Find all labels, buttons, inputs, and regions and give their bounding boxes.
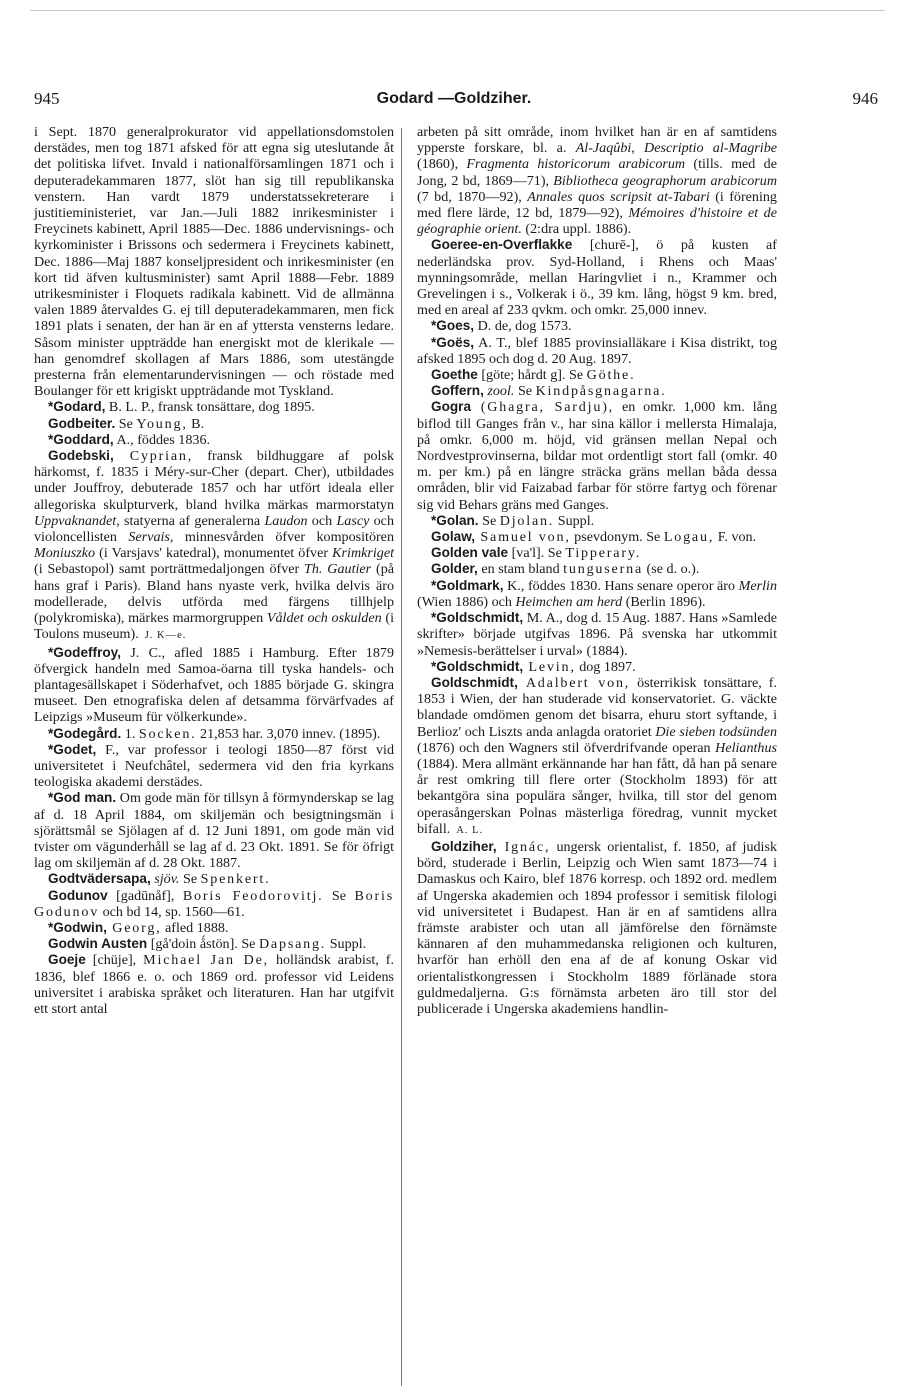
entry-godunov: Godunov [gadūnåf], Boris Feodorovitj. Se Boris Godunov och bd 14, sp. 1560—61. (34, 887, 394, 920)
author-signature: A. L. (456, 824, 484, 836)
page-number-right: 946 (852, 89, 878, 108)
entry-goethe: Goethe [göte; hårdt g]. Se Göthe. (431, 367, 636, 384)
entry-godwin: *Godwin, Georg, afled 1888. (48, 919, 229, 936)
entry-godbeiter: Godbeiter. Se Young, B. (48, 415, 205, 432)
entry-goeree-en-overflakke: Goeree-en-Overflakke [churē-], ö på kusten af nederländska prov. Syd-Holland, i Rhens och Maas' mynningsområde, mellan Haringvliet i n., Krammer och Grevelingen i s., Volkerak i ö., 39 km. lång, högst 9 km. bred, med en areal af 233 qvkm. och omkr. 25,000 innev. (417, 237, 777, 319)
entry-golder: Golder, en stam bland tunguserna (se d. o.). (431, 561, 700, 578)
entry-golaw: Golaw, Samuel von, psevdonym. Se Logau, F. von. (431, 529, 757, 546)
running-title: Godard —Goldziher. (376, 90, 532, 107)
entry-goldziher: Goldziher, Ignác, ungersk orientalist, f. 1850, af judisk börd, studerade i Berlin, Leipzig och Wien samt 1873—74 i Damaskus och Kairo, blef 1876 korresp. och 1892 ord. medlem af Ungerska akademien och 1894 professor i semitisk filologi vid universitetet i Budapest. Han är en af samtidens allra främste arabister och utan all jämförelse den förnämste kännaren af den muhammedanska religionen och kulturen, hvarför han erhöll den ena af de af konung Oskar vid orientalistkongressen i Stockholm 1889 förlänade stora guldmedaljerna. G:s förnämsta arbeten äro till stor del publicerade i Ungerska akademiens handlin- (417, 838, 777, 1017)
entry-gogra: Gogra (Ghagra, Sardju), en omkr. 1,000 km. lång biflod till Ganges från v., har sina källor i mellersta Himalaja, på omkr. 6,000 m. höjd, vid gränsen mellan Nepal och Nordvestprovinserna, bildar mot ordentligt stort fall (omkr. 40 m. per km.) på en längre sträcka gräns mellan båda dessa områden, blir vid Faizabad farbar för större fartyg och förenar sig vid Behars gräns med Ganges. (417, 399, 777, 513)
entry-godard: *Godard, B. L. P., fransk tonsättare, dog 1895. (48, 399, 315, 416)
page-number-left: 945 (34, 89, 60, 108)
entry-godegard: *Godegård. 1. Socken. 21,853 har. 3,070 innev. (1895). (48, 725, 381, 742)
entry-god-man: *God man. Om gode män för tillsyn å förmynderskap se lag af d. 18 April 1884, om skiljemän och besigtningsmän i sjörättsmål se Sjölagen af d. 12 Juni 1891, om gode män vid tvister om vägunderhåll se lag af d. 23 Okt. 1891. Se för öfrigt lag om skiljemän af d. 28 Okt. 1887. (34, 790, 394, 872)
entry-goes-at: *Goës, A. T., blef 1885 provinsialläkare i Kisa distrikt, tog afsked 1895 och dog d. 20 Aug. 1897. (417, 334, 777, 367)
goeje-continuation: arbeten på sitt område, inom hvilket han är en af samtidens ypperste forskare, bl. a. Al-Jaqûbi, Descriptio al-Magribe (1860), Fragmenta historicorum arabicorum (tills. med de Jong, 2 bd, 1869—71), Bibliotheca geographorum arabicorum (7 bd, 1870—92), Annales quos scripsit at-Tabari (i förening med flere lärde, 12 bd, 1879—92), Mémoires d'histoire et de géographie orient. (2:dra uppl. 1886). (417, 124, 777, 238)
page-top-rule (30, 10, 885, 11)
entry-godet: *Godet, F., var professor i teologi 1850—87 först vid universitetet i Neufchâtel, sedermera vid den fria kyrkans teologiska akademi derstädes. (34, 741, 394, 791)
page-header (30, 88, 878, 112)
entry-godebski: Godebski, Cyprian, fransk bildhuggare af polsk härkomst, f. 1835 i Méry-sur-Cher (depart. Cher), utbildades under Jouffroy, debuterade 1857 och har utfört ideala eller allegoriska skulpturverk, bland hvilka märkas marmorstatyn Uppvaknandet, statyerna af generalerna Laudon och Lascy och violoncellisten Servais, minnesvården öfver kompositören Moniuszko (i Varsjavs' katedral), monumentet öfver Krimkriget (i Sebastopol) samt porträttmedaljongen öfver Th. Gautier (på hans graf i Paris). Bland hans nyaste verk, hvilka delvis äro modellerade, delvis utförda med färgens tillhjelp (polykromiska), märkes marmorgruppen Våldet och oskulden (i Toulons museum). J. K—e. (34, 448, 395, 643)
entry-goldschmidt-levin: *Goldschmidt, Levin, dog 1897. (431, 658, 636, 675)
entry-goldschmidt-adalbert: Goldschmidt, Adalbert von, österrikisk tonsättare, f. 1853 i Wien, der han studerade vid konservatoriet. G. väckte blandade omdömen genom det bisarra, ehuru stort syftande, i Berlioz' och Liszts anda anlagda oratoriet Die sieben todsünden (1876) och den Wagners stil öfverdrifvande operan Helianthus (1884). Mera allmänt erkännande har han fått, då han på senare år rest omkring till flere orter (Stockholm 1893) för att bekantgöra sina populära sånger, hvilka, till stor del genom operasångerskan Polnas mästerliga föredrag, vunnit mycket bifall. A. L. (417, 674, 777, 837)
entry-godwin-austen: Godwin Austen [gå'doin ǻstön]. Se Dapsang. Suppl. (48, 936, 367, 953)
left-column (34, 124, 394, 1017)
entry-goldmark: *Goldmark, K., föddes 1830. Hans senare operor äro Merlin (Wien 1886) och Heimchen am herd (Berlin 1896). (417, 577, 777, 610)
author-signature: J. K—e. (144, 630, 187, 642)
entry-goffern: Goffern, zool. Se Kindpåsgnagarna. (431, 383, 667, 400)
gambetta-continuation: i Sept. 1870 generalprokurator vid appellationsdomstolen derstädes, men tog 1871 afsked för att egna sig uteslutande åt det politiska lifvet. Invald i nationalförsamlingen 1871 och i deputeradekammaren 1877, slöt han sig till republikanska venstern. Han vardt 1879 understatssekreterare i justitieministeriet, var Jan.—Juli 1882 inrikesminister i Freycinets kabinett, April 1885—Dec. 1886 undervisnings- och kyrkominister i Brissons och sedermera i Freycinets kabinett, Dec. 1886—Maj 1887 konseljpresident och inrikesminister (en kort tid äfven kultusminister) samt April 1888—Febr. 1889 utrikesminister i Floquets radikala kabinett. Vid de allmänna valen 1889 återvaldes G. ej till deputeradekammaren, men fick 1891 plats i senaten, der han är en af yttersta vensterns ledare. Såsom minister uppträdde han energiskt mot de klerikale — han genomdref skollagen af Mars 1886, som utestängde presterna från elementarundervisningen — och röstade med Boulanger för ett krigiskt uppträdande mot Tyskland. (34, 124, 394, 400)
entry-goldschmidt-ma: *Goldschmidt, M. A., dog d. 15 Aug. 1887. Hans »Samlede skrifter» började utgifvas 1896. På svenska har utkommit »Nemesis-berättelser i urval» (1884). (417, 610, 777, 659)
right-column (417, 124, 777, 1017)
entry-golan: *Golan. Se Djolan. Suppl. (431, 512, 595, 529)
entry-goes: *Goes, D. de, dog 1573. (431, 318, 572, 335)
entry-godeffroy: *Godeffroy, J. C., afled 1885 i Hamburg. Efter 1879 öfvergick handeln med Samoa-öarna till tyska handels- och plantagesällskapet i Söderhafvet, och 1885 började G. skingra museet. Den etnografiska delen af detsamma förvärfvades af Leipzigs »Museum für völkerkunde». (34, 644, 394, 726)
entry-goddard: *Goddard, A., föddes 1836. (48, 431, 211, 448)
column-divider (401, 128, 402, 1386)
entry-godtvadersapa: Godtvädersapa, sjöv. Se Spenkert. (48, 871, 271, 888)
entry-golden-vale: Golden vale [va'l]. Se Tipperary. (431, 545, 642, 562)
entry-goeje: Goeje [chüje], Michael Jan De, holländsk arabist, f. 1836, blef 1866 e. o. och 1869 ord. professor vid Leidens universitet i arabiska språket och literaturen. Han har utgifvit ett stort antal (34, 952, 395, 1017)
